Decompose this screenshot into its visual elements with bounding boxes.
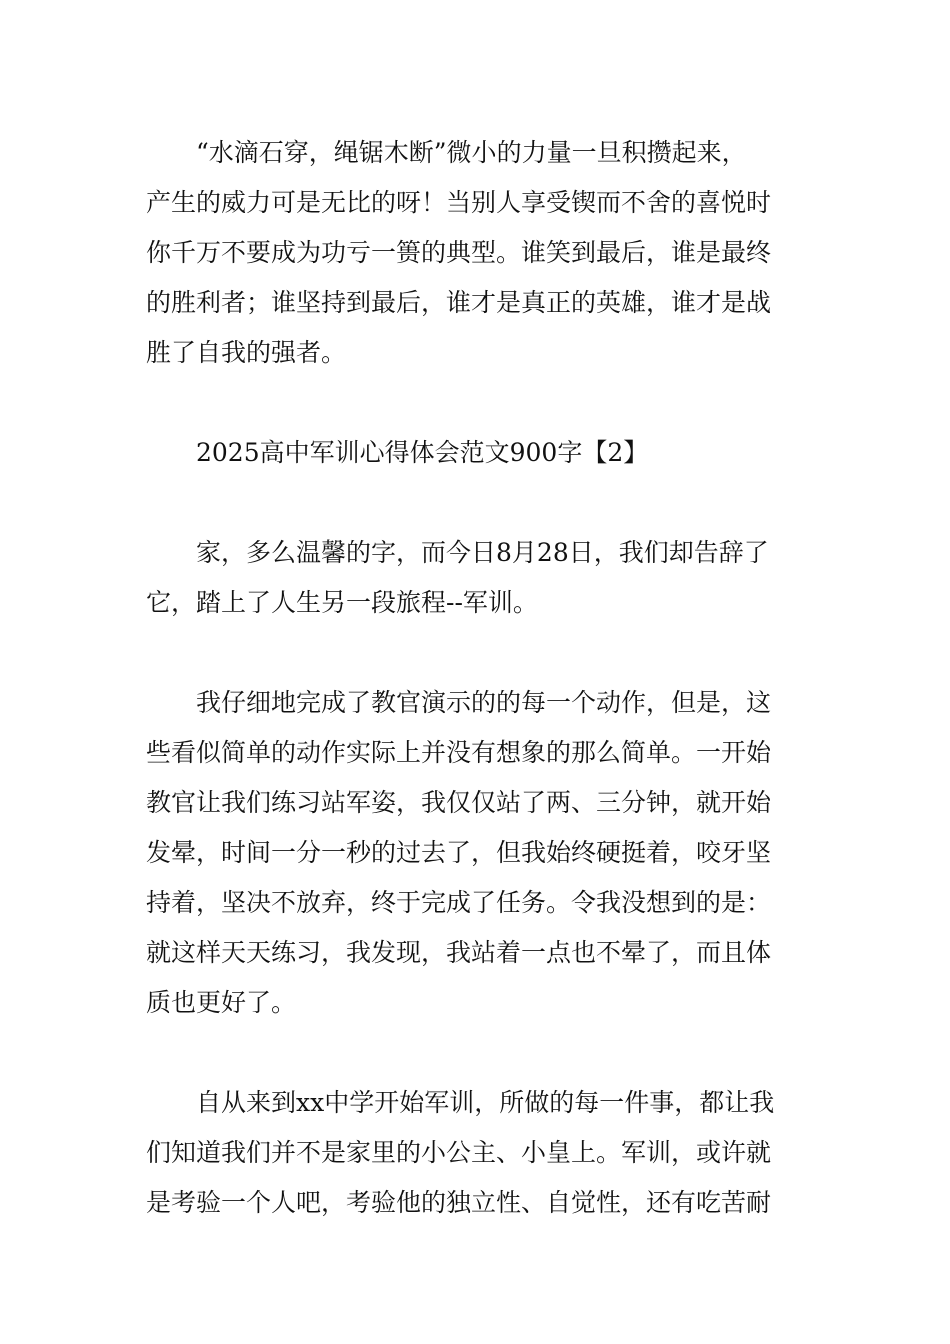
text-line: 自从来到xx中学开始军训，所做的每一件事，都让我 (196, 1088, 775, 1117)
text-line: “水滴石穿，绳锯木断”微小的力量一旦积攒起来， (196, 138, 747, 167)
paragraph-gap (146, 478, 806, 528)
section-heading (146, 428, 806, 478)
text-line: 质也更好了。 (146, 988, 297, 1017)
text-line: 就这样天天练习，我发现，我站着一点也不晕了，而且体 (146, 938, 772, 967)
text-line: 是考验一个人吧，考验他的独立性、自觉性，还有吃苦耐 (146, 1188, 772, 1217)
text-line: 些看似简单的动作实际上并没有想象的那么简单。一开始 (146, 738, 772, 767)
paragraph-3 (146, 678, 806, 1028)
heading-line: 2025高中军训心得体会范文900字【2】 (196, 438, 649, 467)
text-line: 发晕，时间一分一秒的过去了，但我始终硬挺着，咬牙坚 (146, 838, 772, 867)
text-line: 教官让我们练习站军姿，我仅仅站了两、三分钟，就开始 (146, 788, 772, 817)
text-line: 你千万不要成为功亏一篑的典型。谁笑到最后，谁是最终 (146, 238, 772, 267)
text-line: 我仔细地完成了教官演示的的每一个动作，但是，这 (196, 688, 772, 717)
paragraph-4 (146, 1078, 806, 1228)
text-line: 持着，坚决不放弃，终于完成了任务。令我没想到的是： (146, 888, 772, 917)
document-body (146, 128, 806, 1228)
paragraph-gap (146, 628, 806, 678)
paragraph-gap (146, 378, 806, 428)
paragraph-1 (146, 128, 806, 378)
paragraph-gap (146, 1028, 806, 1078)
text-line: 家，多么温馨的字，而今日8月28日，我们却告辞了 (196, 538, 769, 567)
text-line: 胜了自我的强者。 (146, 338, 347, 367)
text-line: 的胜利者；谁坚持到最后，谁才是真正的英雄，谁才是战 (146, 288, 772, 317)
paragraph-2 (146, 528, 806, 628)
text-line: 产生的威力可是无比的呀！当别人享受锲而不舍的喜悦时 (146, 188, 772, 217)
text-line: 它，踏上了人生另一段旅程--军训。 (146, 588, 538, 617)
text-line: 们知道我们并不是家里的小公主、小皇上。军训，或许就 (146, 1138, 772, 1167)
